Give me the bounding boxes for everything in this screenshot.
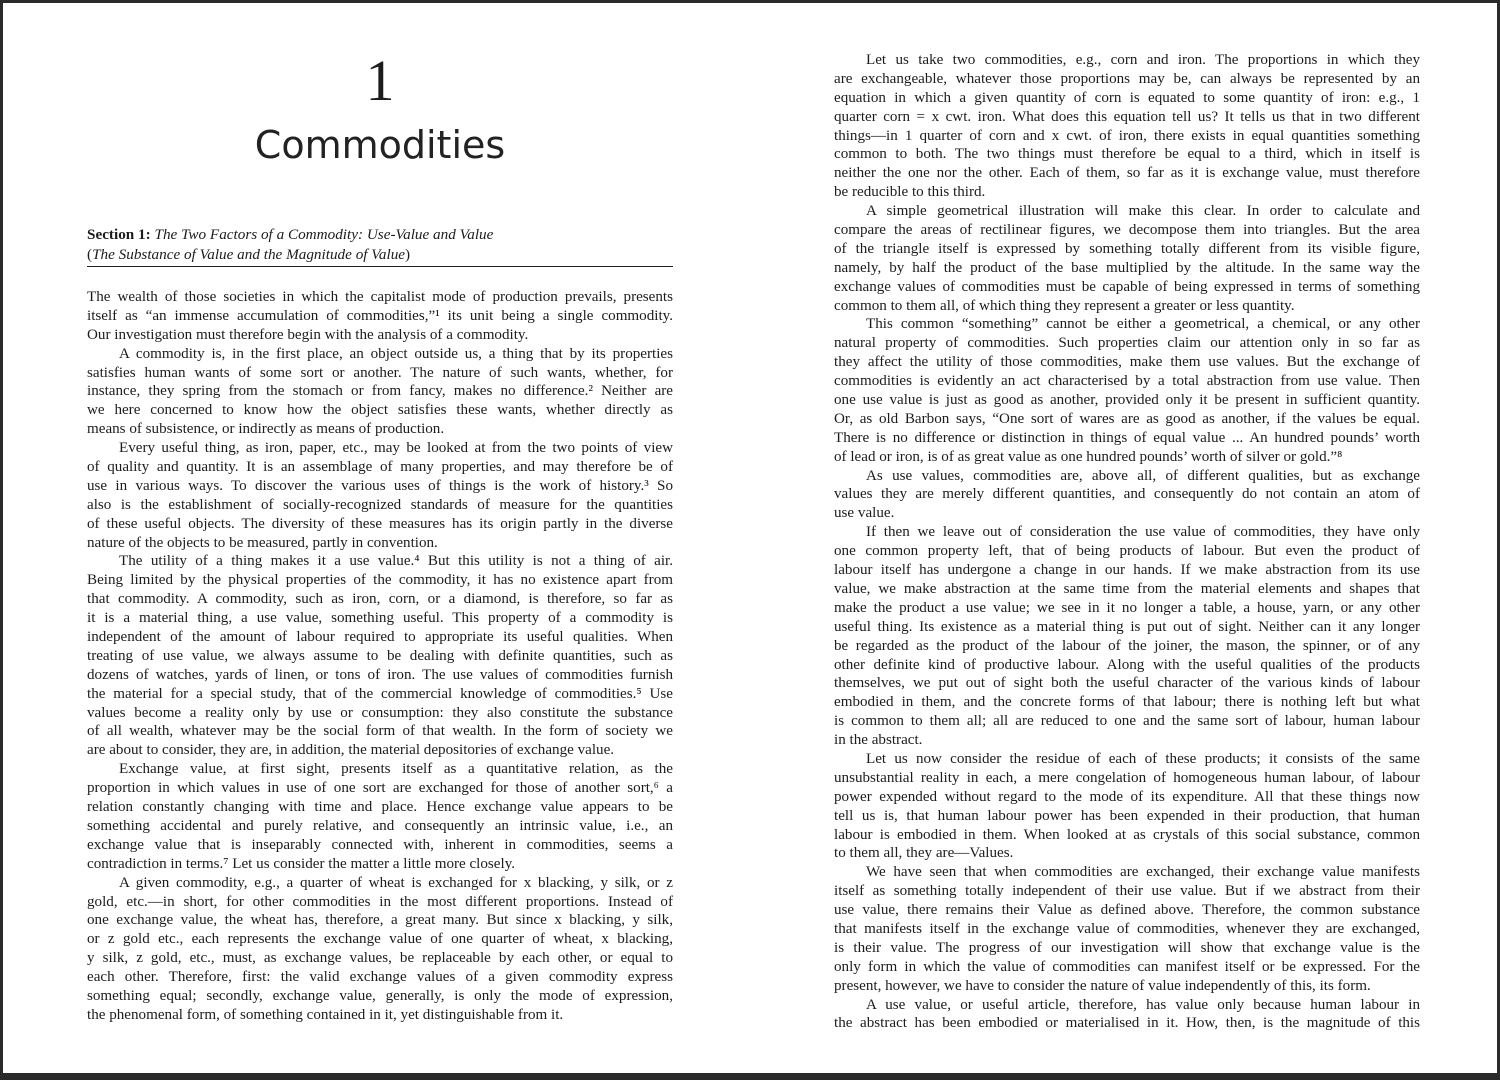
section-label: Section 1: [87, 226, 151, 243]
text-line: themselves, we put out of sight both the useful character of the various kinds of labour [834, 675, 1420, 692]
text-line: namely, by half the product of the base multiplied by the altitude. In the same way the [834, 259, 1420, 276]
text-line: labour itself has undergone a change in our hands. If we make abstraction from its use [834, 562, 1420, 579]
text-line: the abstract has been embodied or materialised in it. How, then, is the magnitude of this [834, 1015, 1420, 1032]
text-line: neither the one nor the other. Each of them, so far as it is exchange value, must therefore [834, 165, 1420, 182]
section-title: The Two Factors of a Commodity: Use-Value and Value [154, 226, 494, 243]
text-line: each other. Therefore, first: the valid exchange values of a given commodity express [87, 969, 673, 986]
text-line: exchange values of commodities must be capable of being expressed in terms of something [834, 278, 1420, 295]
text-line: be regarded as the product of the labour of the joiner, the mason, the spinner, or of any [834, 637, 1420, 654]
text-line: Our investigation must therefore begin with the analysis of a commodity. [87, 326, 529, 343]
text-line: If then we leave out of consideration the use value of commodities, they have only [866, 524, 1420, 541]
section-subtitle-open: ( [87, 245, 93, 263]
text-line: relation constantly changing with time and place. Hence exchange value appears to be [87, 799, 673, 816]
text-line: one use value is just as good as another, provided only it be present in sufficient quantity. [834, 392, 1420, 409]
text-line: compare the areas of rectilinear figures, we decompose them into triangles. But the area [834, 222, 1420, 239]
text-line: Every useful thing, as iron, paper, etc., may be looked at from the two points of view [119, 440, 673, 457]
text-line: of all wealth, whatever may be the social form of that wealth. In the form of society we [87, 723, 673, 740]
text-line: natural property of commodities. Such properties claim our attention only in so far as [834, 335, 1420, 352]
text-line: one exchange value, the wheat has, therefore, a great many. But since x blacking, y silk, [87, 912, 673, 929]
text-line: independent of the amount of labour required to appropriate its useful qualities. When [87, 629, 673, 646]
text-line: the material for a special study, that of the commercial knowledge of commodities.⁵ Use [87, 685, 673, 702]
text-line: This common “something” cannot be either a geometrical, a chemical, or any other [866, 316, 1420, 333]
text-line: instance, they spring from the stomach or from fancy, makes no difference.² Neither are [87, 383, 673, 400]
text-line: use in various ways. To discover the various uses of things is the work of history.³ So [87, 477, 673, 494]
text-line: We have seen that when commodities are exchanged, their exchange value manifests [866, 864, 1420, 881]
text-line: labour is embodied in them. When looked at as crystals of this social substance, common [834, 826, 1420, 843]
chapter-number: 1 [365, 48, 395, 113]
text-line: power expended without regard to the mode of its expenditure. All that these things now [834, 788, 1420, 805]
text-line: something equal; secondly, exchange value, generally, is only the mode of expression, [87, 987, 673, 1004]
text-line: are exchangeable, whatever those proportions may be, can always be represented by an [834, 70, 1420, 87]
section-subtitle: The Substance of Value and the Magnitude of Value [92, 245, 406, 263]
text-line: nature of the objects to be measured, partly in convention. [87, 534, 438, 551]
text-line: Let us now consider the residue of each of these products; it consists of the same [866, 750, 1420, 767]
text-line: treating of use value, we always assume to be dealing with definite quantities, such as [87, 647, 673, 664]
text-line: proportion in which values in use of one sort are exchanged for those of another sort,⁶ a [87, 780, 673, 797]
section-heading-line-1 [87, 225, 673, 245]
text-line: value, we make abstraction at the same time from the material elements and shapes that [834, 580, 1420, 597]
text-line: to them all, they are—Values. [834, 845, 1014, 862]
text-line: unsubstantial reality in each, a mere congelation of homogeneous human labour, of labour [834, 769, 1420, 786]
text-line: that commodity. A commodity, such as iron, corn, or a diamond, is therefore, so far as [87, 591, 673, 608]
section-heading-line-2 [87, 245, 673, 265]
left-body-text [87, 288, 673, 1025]
text-line: in the abstract. [834, 732, 923, 749]
section-heading [87, 225, 673, 267]
text-line: equation in which a given quantity of corn is equated to some quantity of iron: e.g., 1 [834, 89, 1420, 106]
text-line: are about to consider, they are, in addition, the material depositories of exchange value. [87, 742, 615, 759]
text-line: or z gold etc., each represents the exchange value of one quarter of wheat, x blacking, [87, 931, 673, 948]
text-line: The wealth of those societies in which the capitalist mode of production prevails, presents [87, 289, 673, 305]
text-line: common to them all, of which thing they represent a greater or less quantity. [834, 297, 1295, 314]
text-line: only form in which the value of commodities can manifest itself or be expressed. For the [834, 958, 1420, 975]
right-body-text [834, 51, 1420, 1033]
text-line: is their value. The progress of our investigation will show that exchange value is the [834, 939, 1420, 956]
text-line: itself as “an immense accumulation of commodities,”¹ its unit being a single commodity. [87, 307, 673, 324]
text-line: make the product a use value; we see in it no longer a table, a house, yarn, or any other [834, 599, 1420, 616]
text-line: use value. [834, 505, 895, 522]
text-line: present, however, we have to consider the nature of value independently of this, its form. [834, 977, 1371, 994]
text-line: of the triangle itself is expressed by something totally different from its visible figure, [834, 240, 1420, 257]
text-line: As use values, commodities are, above all, of different qualities, but as exchange [866, 467, 1420, 484]
text-line: is common to them all; all are reduced to one and the same sort of labour, human labour [834, 713, 1420, 730]
text-line: one common property left, that of being products of labour. But even the product of [834, 543, 1420, 560]
text-line: means of subsistence, or indirectly as means of production. [87, 421, 445, 438]
text-line: commodities is evidently an act characterised by a total abstraction from use value. Then [834, 373, 1420, 390]
text-line: be reducible to this third. [834, 184, 986, 201]
section-subtitle-close: ) [405, 245, 411, 263]
text-line: the phenomenal form, of something contained in it, yet distinguishable from it. [87, 1006, 564, 1023]
text-line: it is a material thing, a use value, something useful. This property of a commodity is [87, 610, 673, 627]
text-line: common to both. The two things must therefore be equal to a third, which in itself is [834, 146, 1420, 163]
text-line: satisfies human wants of some sort or another. The nature of such wants, whether, for [87, 364, 673, 381]
chapter-title: Commodities [254, 123, 506, 167]
text-line: dozens of watches, yards of linen, or tons of iron. The use values of commodities furnish [87, 666, 673, 683]
text-line: Let us take two commodities, e.g., corn and iron. The proportions in which they [866, 52, 1420, 68]
text-line: quarter corn = x cwt. iron. What does this equation tell us? It tells us that in two different [834, 108, 1420, 125]
text-line: things—in 1 quarter of corn and x cwt. of iron, there exists in equal quantities something [834, 127, 1420, 144]
text-line: values they are merely different quantities, and consequently do not contain an atom of [834, 486, 1420, 503]
text-line: There is no difference or distinction in things of equal value ... An hundred pounds’ worth [834, 429, 1420, 446]
text-line: use value, there remains their Value as defined above. Therefore, the common substance [834, 902, 1420, 919]
text-line: A given commodity, e.g., a quarter of wheat is exchanged for x blacking, y silk, or z [119, 874, 673, 891]
text-line: useful thing. Its existence as a material thing is put out of sight. Neither can it any longer [834, 618, 1420, 635]
text-line: of these useful objects. The diversity of these measures has its origin partly in the diverse [87, 515, 673, 532]
text-line: The utility of a thing makes it a use value.⁴ But this utility is not a thing of air. [119, 553, 673, 570]
text-line: exchange value that is inseparably connected with, inherent in commodities, seems a [87, 836, 673, 853]
text-line: they affect the utility of those commodities, make them use values. But the exchange of [834, 354, 1420, 371]
text-line: of quality and quantity. It is an assemblage of many properties, and may therefore be of [87, 459, 673, 476]
text-line: tell us is, that human labour power has been expended in their production, that human [834, 807, 1420, 824]
text-line: Being limited by the physical properties of the commodity, it has no existence apart from [87, 572, 673, 589]
text-line: embodied in them, and the concrete forms of that labour; there is nothing left but what [834, 694, 1420, 711]
text-line: gold, etc.—in short, for other commodities in the most different proportions. Instead of [87, 893, 673, 910]
text-line: A use value, or useful article, therefore, has value only because human labour in [866, 996, 1420, 1013]
text-line: contradiction in terms.⁷ Let us consider the matter a little more closely. [87, 855, 516, 872]
text-line: also is the establishment of socially-recognized standards of measure for the quantities [87, 496, 673, 513]
text-line: something accidental and purely relative, and consequently an intrinsic value, i.e., an [87, 817, 673, 834]
text-line: itself as something totally independent of their use value. But if we abstract from their [834, 883, 1420, 900]
text-line: other definite kind of productive labour. Along with the useful qualities of the products [834, 656, 1420, 673]
text-line: that manifests itself in the exchange value of commodities, whenever they are exchanged, [834, 920, 1420, 937]
text-line: Exchange value, at first sight, presents itself as a quantitative relation, as the [119, 761, 673, 778]
text-line: values become a reality only by use or consumption: they also constitute the substance [87, 704, 673, 721]
text-line: of lead or iron, is of as great value as one hundred pounds’ worth of silver or gold.”⁸ [834, 448, 1343, 465]
text-line: we here concerned to know how the object satisfies these wants, whether directly as [87, 402, 673, 419]
text-line: Or, as old Barbon says, “One sort of wares are as good as another, if the values be equal. [834, 410, 1420, 427]
text-line: A commodity is, in the first place, an object outside us, a thing that by its properties [119, 345, 673, 362]
text-line: y silk, z gold, etc., must, as exchange values, be replaceable by each other, or equal to [87, 950, 673, 967]
text-line: A simple geometrical illustration will make this clear. In order to calculate and [866, 203, 1420, 220]
